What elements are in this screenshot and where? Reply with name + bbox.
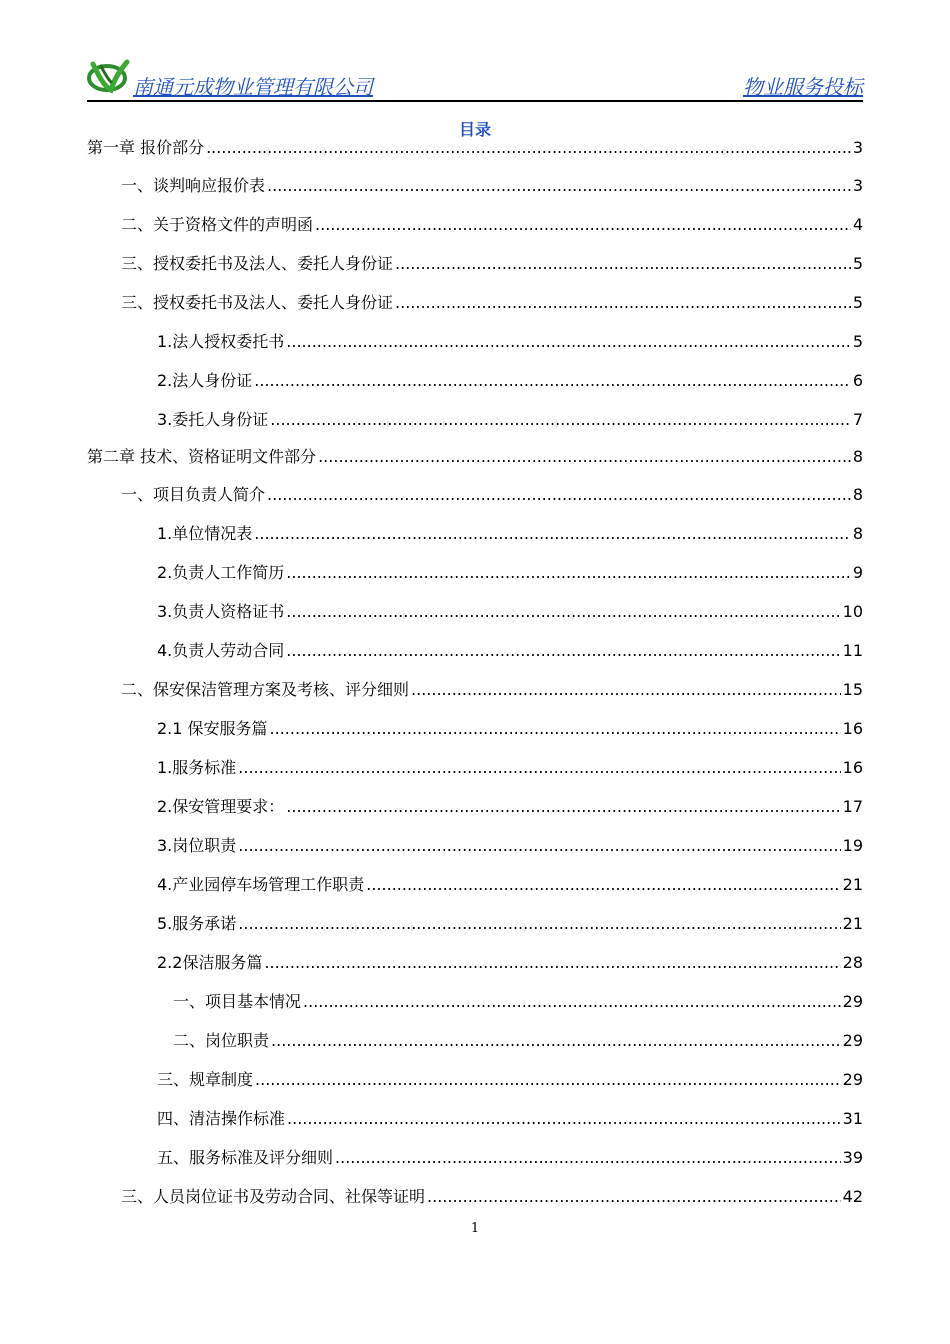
toc-entry[interactable] [87,135,863,159]
toc-dot-leader [264,953,840,972]
toc-entry-page: 9 [852,563,863,582]
toc-entry-page: 11 [842,641,863,660]
toc-entry[interactable] [87,872,863,896]
toc-entry-page: 29 [842,1070,863,1089]
toc-entry-label: 三、规章制度 [157,1070,254,1089]
page-header [87,56,863,102]
toc-dot-leader [238,836,840,855]
toc-entry-label: 3.委托人身份证 [157,410,269,429]
toc-entry-label: 一、项目基本情况 [173,992,302,1011]
toc-entry-label: 2.负责人工作简历 [157,563,285,582]
toc-dot-leader [335,1148,841,1167]
leaf-swoosh-logo-icon [87,56,131,96]
toc-title: 目录 [458,120,491,139]
toc-entry[interactable] [87,251,863,275]
toc-entry-page: 21 [842,914,863,933]
toc-entry-page: 5 [852,254,863,273]
toc-entry-page: 3 [852,176,863,195]
toc-entry[interactable] [87,407,863,431]
toc-entry[interactable] [87,482,863,506]
toc-entry[interactable] [87,290,863,314]
toc-entry[interactable] [87,638,863,662]
toc-entry-label: 2.法人身份证 [157,371,253,390]
toc-entry-page: 17 [842,797,863,816]
company-name: 南通元成物业管理有限公司 [133,75,373,99]
toc-entry-label: 3.岗位职责 [157,836,237,855]
toc-entry-label: 二、岗位职责 [173,1031,270,1050]
toc-entry-label: 三、授权委托书及法人、委托人身份证 [121,254,394,273]
toc-entry-label: 2.保安管理要求： [157,797,285,816]
toc-dot-leader [254,371,851,390]
toc-entry[interactable] [87,716,863,740]
toc-entry-page: 29 [842,1031,863,1050]
toc-dot-leader [286,332,851,351]
toc-dot-leader [395,293,851,312]
toc-dot-leader [366,875,840,894]
toc-entry-label: 2.2保洁服务篇 [157,953,263,972]
toc-entry-page: 16 [842,758,863,777]
toc-entry-label: 四、清洁操作标准 [157,1109,286,1128]
toc-entry-label: 一、项目负责人简介 [121,485,266,504]
toc-entry-page: 21 [842,875,863,894]
toc-dot-leader [206,138,851,157]
toc-entry-label: 1.单位情况表 [157,524,253,543]
toc-entry-page: 7 [852,410,863,429]
toc-entry[interactable] [87,1184,863,1208]
toc-entry-label: 五、服务标准及评分细则 [157,1148,334,1167]
toc-entry[interactable] [87,560,863,584]
toc-entry-page: 5 [852,332,863,351]
toc-entry-page: 39 [842,1148,863,1167]
toc-entry-page: 15 [842,680,863,699]
toc-entry-label: 2.1 保安服务篇 [157,719,268,738]
toc-dot-leader [427,1187,841,1206]
toc-entry[interactable] [87,1067,863,1091]
toc-entry[interactable] [87,212,863,236]
toc-dot-leader [318,447,851,466]
toc-entry[interactable] [87,911,863,935]
toc-entry-page: 6 [852,371,863,390]
toc-dot-leader [238,758,840,777]
toc-entry-label: 二、保安保洁管理方案及考核、评分细则 [121,680,410,699]
toc-dot-leader [287,1109,841,1128]
toc-entry-label: 二、关于资格文件的声明函 [121,215,314,234]
toc-entry-page: 5 [852,293,863,312]
toc-entry-page: 8 [852,447,863,466]
toc-entry-page: 8 [852,524,863,543]
toc-entry[interactable] [87,173,863,197]
toc-entry-label: 三、人员岗位证书及劳动合同、社保等证明 [121,1187,426,1206]
toc-entry[interactable] [87,521,863,545]
toc-entry-page: 28 [842,953,863,972]
toc-dot-leader [315,215,851,234]
toc-entry-page: 19 [842,836,863,855]
toc-dot-leader [267,176,851,195]
toc-entry-label: 3.负责人资格证书 [157,602,285,621]
toc-dot-leader [267,485,851,504]
toc-entry-label: 4.负责人劳动合同 [157,641,285,660]
toc-dot-leader [286,602,840,621]
toc-entry-page: 42 [842,1187,863,1206]
toc-entry-label: 一、谈判响应报价表 [121,176,266,195]
toc-entry[interactable] [87,368,863,392]
toc-entry[interactable] [87,950,863,974]
toc-entry-label: 5.服务承诺 [157,914,237,933]
toc-entry-label: 1.法人授权委托书 [157,332,285,351]
toc-entry-label: 1.服务标准 [157,758,237,777]
toc-entry-label: 第一章 报价部分 [87,138,205,157]
toc-dot-leader [286,641,840,660]
toc-dot-leader [238,914,840,933]
toc-entry-page: 4 [852,215,863,234]
toc-entry-label: 三、授权委托书及法人、委托人身份证 [121,293,394,312]
toc-dot-leader [271,1031,841,1050]
toc-entry[interactable] [87,599,863,623]
page-number: 1 [470,1221,480,1236]
toc-dot-leader [286,563,851,582]
toc-entry[interactable] [87,1106,863,1130]
toc-entry-page: 8 [852,485,863,504]
toc-dot-leader [286,797,840,816]
toc-entry-label: 4.产业园停车场管理工作职责 [157,875,365,894]
toc-entry-label: 第二章 技术、资格证明文件部分 [87,447,317,466]
toc-entry[interactable] [87,794,863,818]
toc-dot-leader [303,992,841,1011]
toc-entry[interactable] [87,329,863,353]
toc-entry[interactable] [87,677,863,701]
toc-entry-page: 31 [842,1109,863,1128]
toc-entry-page: 3 [852,138,863,157]
toc-dot-leader [395,254,851,273]
toc-entry[interactable] [87,989,863,1013]
toc-entry-page: 16 [842,719,863,738]
toc-entry-page: 10 [842,602,863,621]
toc-dot-leader [270,719,841,738]
toc-dot-leader [255,1070,841,1089]
toc-entry[interactable] [87,1028,863,1052]
toc-dot-leader [254,524,851,543]
toc-entry[interactable] [87,755,863,779]
toc-entry[interactable] [87,833,863,857]
toc-entry[interactable] [87,1145,863,1169]
toc-dot-leader [270,410,851,429]
toc-entry-page: 29 [842,992,863,1011]
document-tag: 物业服务投标 [743,75,863,99]
toc-entry[interactable] [87,444,863,468]
toc-dot-leader [411,680,841,699]
